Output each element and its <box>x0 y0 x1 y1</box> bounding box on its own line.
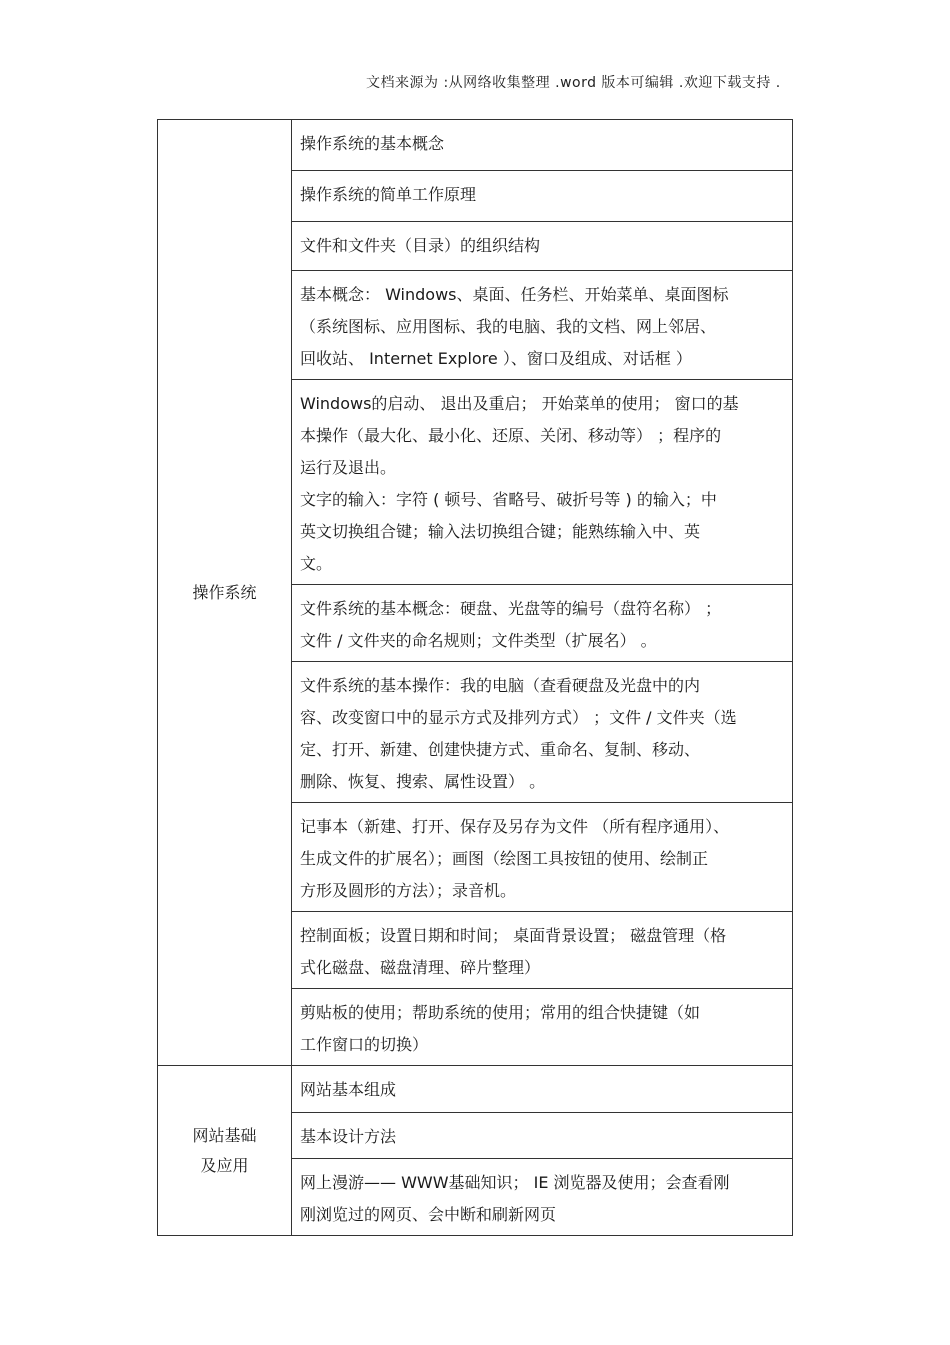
topic-text-line: 回收站、 Internet Explore ）、窗口及组成、对话框 ） <box>300 349 692 368</box>
topic-cell <box>292 585 793 662</box>
topic-text-line: （系统图标、应用图标、我的电脑、我的文档、网上邻居、 <box>300 317 717 336</box>
topic-cell <box>292 803 793 912</box>
topic-text-line: 文件 / 文件夹的命名规则；文件类型（扩展名） 。 <box>300 631 657 650</box>
topic-text-line: 刚浏览过的网页、会中断和刷新网页 <box>300 1205 557 1224</box>
topic-cell <box>292 1066 793 1113</box>
category-label: 及应用 <box>200 1155 249 1175</box>
topic-text-line: 网站基本组成 <box>300 1080 397 1099</box>
topic-text-line: 控制面板；设置日期和时间； 桌面背景设置； 磁盘管理（格 <box>300 926 727 945</box>
topic-cell <box>292 380 793 585</box>
topic-text-line: 生成文件的扩展名）；画图（绘图工具按钮的使用、绘制正 <box>300 849 709 868</box>
topic-cell <box>292 222 793 271</box>
category-cell <box>158 120 292 1066</box>
topic-cell <box>292 989 793 1066</box>
category-label: 操作系统 <box>192 582 257 602</box>
topic-text-line: 操作系统的基本概念 <box>300 134 445 153</box>
topic-text-line: Windows的启动、 退出及重启； 开始菜单的使用； 窗口的基 <box>300 394 739 413</box>
topic-text-line: 文件系统的基本操作：我的电脑（查看硬盘及光盘中的内 <box>300 676 701 695</box>
topic-text-line: 基本设计方法 <box>300 1127 397 1146</box>
topic-text-line: 文件和文件夹（目录）的组织结构 <box>300 236 541 255</box>
topic-cell <box>292 1113 793 1159</box>
topic-cell <box>292 912 793 989</box>
topic-text-line: 文字的输入：字符 ( 顿号、省略号、破折号等 ) 的输入；中 <box>300 490 717 509</box>
syllabus-table-body <box>158 120 793 1236</box>
topic-text-line: 本操作（最大化、最小化、还原、关闭、移动等） ；程序的 <box>300 426 722 445</box>
topic-text-line: 网上漫游—— WWW基础知识； IE 浏览器及使用；会查看刚 <box>300 1173 730 1192</box>
topic-text-line: 式化磁盘、磁盘清理、碎片整理） <box>300 958 541 977</box>
topic-text-line: 操作系统的简单工作原理 <box>300 185 477 204</box>
topic-text-line: 剪贴板的使用；帮助系统的使用；常用的组合快捷键（如 <box>300 1003 701 1022</box>
topic-text-line: 工作窗口的切换） <box>300 1035 429 1054</box>
topic-text-line: 删除、恢复、搜索、属性设置） 。 <box>300 772 546 791</box>
topic-cell <box>292 1159 793 1236</box>
topic-cell <box>292 271 793 380</box>
topic-cell <box>292 662 793 803</box>
topic-text-line: 文件系统的基本概念：硬盘、光盘等的编号（盘符名称） ； <box>300 599 722 618</box>
topic-text-line: 容、改变窗口中的显示方式及排列方式） ；文件 / 文件夹（选 <box>300 708 737 727</box>
topic-text-line: 定、打开、新建、创建快捷方式、重命名、复制、移动、 <box>300 740 701 759</box>
syllabus-table <box>157 119 793 1236</box>
topic-text-line: 文。 <box>300 554 333 573</box>
topic-text-line: 记事本（新建、打开、保存及另存为文件 （所有程序通用）、 <box>300 817 730 836</box>
topic-text-line: 运行及退出。 <box>300 458 397 477</box>
topic-text-line: 英文切换组合键；输入法切换组合键；能熟练输入中、英 <box>300 522 701 541</box>
category-cell <box>158 1066 292 1236</box>
header-note: 文档来源为 :从网络收集整理 .word 版本可编辑 .欢迎下载支持 . <box>366 75 781 91</box>
topic-cell <box>292 120 793 171</box>
topic-text-line: 基本概念： Windows、桌面、任务栏、开始菜单、桌面图标 <box>300 285 729 304</box>
table-row <box>158 120 793 171</box>
table-row <box>158 1066 793 1113</box>
topic-text-line: 方形及圆形的方法）；录音机。 <box>300 881 517 900</box>
topic-cell <box>292 171 793 222</box>
category-label: 网站基础 <box>192 1125 257 1145</box>
